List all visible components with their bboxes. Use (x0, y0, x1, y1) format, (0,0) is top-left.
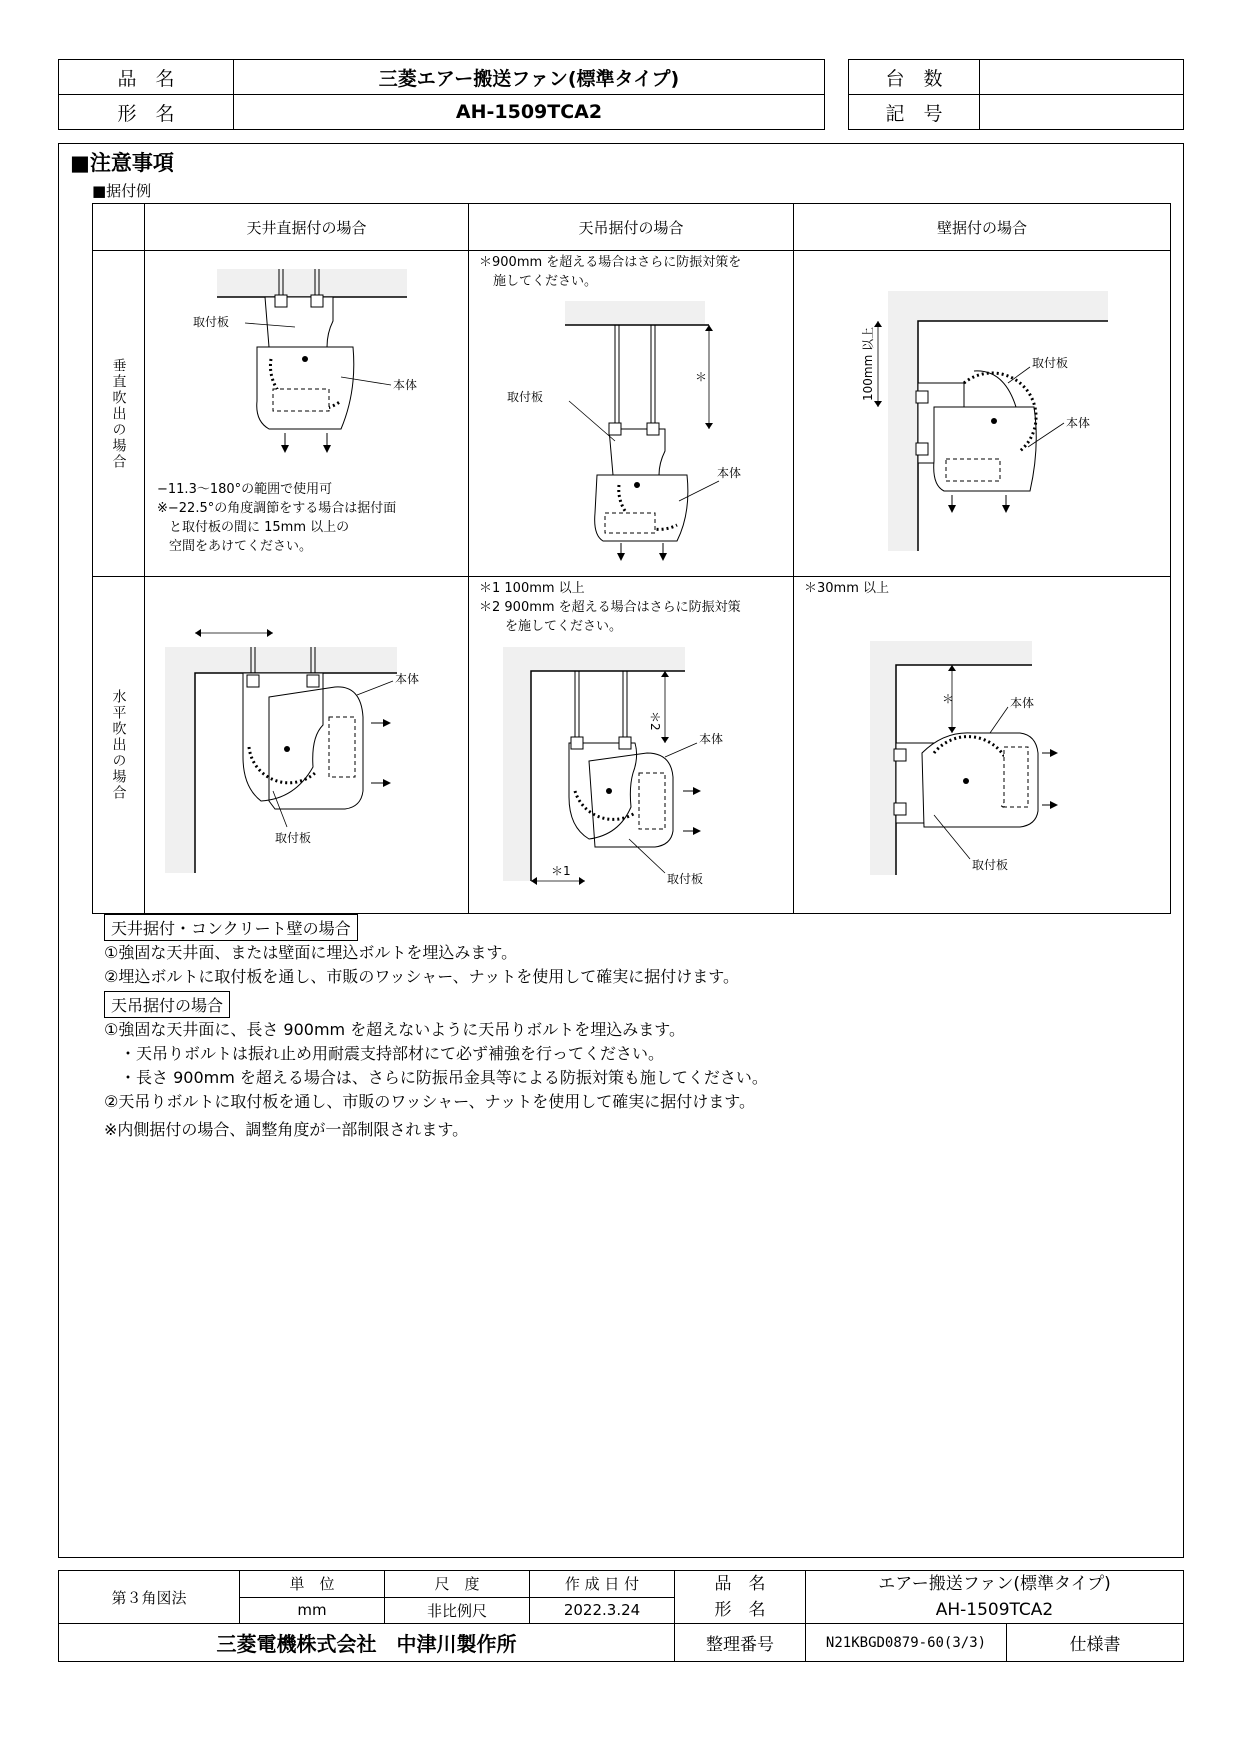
date-label: 作 成 日 付 (530, 1571, 675, 1598)
v-ceiling-note-3: と取付板の間に 15mm 以上の (169, 520, 350, 535)
footer-model-value: AH-1509TCA2 (935, 1600, 1054, 1620)
h-hang-note-3: を施してください。 (505, 619, 623, 634)
title-block (58, 59, 825, 130)
label-plate: 取付板 (193, 315, 230, 329)
horizontal-ceiling-diagram (145, 577, 468, 913)
label-body: 本体 (1066, 416, 1091, 430)
label-plate: 取付板 (972, 858, 1009, 872)
cell-vertical-wall (794, 251, 1171, 577)
cell-vertical-ceiling (145, 251, 469, 577)
h-hang-star2: ＊2 (648, 711, 662, 731)
horizontal-wall-diagram (794, 577, 1170, 913)
mark-label: 記 号 (849, 95, 980, 130)
scale-label: 尺 度 (385, 1571, 530, 1598)
product-model-values (806, 1571, 1184, 1624)
model-value: AH-1509TCA2 (234, 95, 825, 130)
v-ceiling-note-4: 空間をあけてください。 (169, 539, 313, 554)
label-body: 本体 (699, 732, 724, 746)
notes-title: ■注意事項 (70, 151, 174, 175)
product-name-label: 品 名 (59, 60, 234, 95)
scale-value: 非比例尺 (385, 1597, 530, 1624)
installation-table (92, 203, 1171, 914)
vertical-hang-diagram (469, 251, 793, 576)
cell-horizontal-hang (469, 577, 794, 914)
label-plate: 取付板 (275, 831, 312, 845)
v-hang-note-2: 施してください。 (493, 274, 598, 289)
label-body: 本体 (393, 378, 418, 392)
instruction-line-1: ①強固な天井面、または壁面に埋込ボルトを埋込みます。 (104, 943, 518, 962)
cell-vertical-hang (469, 251, 794, 577)
v-wall-dim: 100mm 以上 (861, 326, 875, 401)
quantity-label: 台 数 (849, 60, 980, 95)
notes-subtitle: ■据付例 (92, 182, 152, 200)
instruction-heading-hang: 天吊据付の場合 (104, 991, 230, 1018)
row-vertical-label: 垂直吹出の場合 (110, 357, 127, 470)
document-type: 仕様書 (1007, 1624, 1184, 1662)
col-wall: 壁据付の場合 (794, 204, 1171, 251)
col-ceiling-hang: 天吊据付の場合 (469, 204, 794, 251)
instruction-heading-concrete: 天井据付・コンクリート壁の場合 (104, 914, 358, 941)
cell-horizontal-wall (794, 577, 1171, 914)
row-horizontal-label: 水平吹出の場合 (110, 689, 127, 801)
h-hang-note-2: ＊2 900mm を超える場合はさらに防振対策 (479, 600, 741, 615)
model-label: 形 名 (59, 95, 234, 130)
date-value: 2022.3.24 (530, 1597, 675, 1624)
instructions (104, 914, 768, 1142)
unit-label: 単 位 (240, 1571, 385, 1598)
footer-product-value: エアー搬送ファン(標準タイプ) (878, 1574, 1111, 1594)
v-ceiling-note-1: −11.3〜180°の範囲で使用可 (157, 482, 333, 497)
label-body: 本体 (395, 672, 420, 686)
label-plate: 取付板 (1032, 356, 1069, 370)
footer-product-label: 品 名 (714, 1574, 766, 1594)
reference-number: N21KBGD0879-60(3/3) (806, 1624, 1007, 1662)
h-wall-note-1: ＊30mm 以上 (804, 581, 890, 596)
vertical-wall-diagram (794, 251, 1170, 576)
h-wall-star: ＊ (942, 692, 955, 706)
label-plate: 取付板 (507, 390, 544, 404)
label-plate: 取付板 (667, 872, 704, 886)
instruction-line-2: ②埋込ボルトに取付板を通し、市販のワッシャー、ナットを使用して確実に据付けます。 (104, 967, 739, 986)
reference-label: 整理番号 (675, 1624, 806, 1662)
quantity-block (848, 59, 1184, 130)
instruction-line-4: ・天吊りボルトは振れ止め用耐震支持部材にて必ず補強を行ってください。 (120, 1044, 665, 1063)
cell-horizontal-ceiling (145, 577, 469, 914)
v-hang-star: ＊ (695, 370, 708, 384)
company-name: 三菱電機株式会社 中津川製作所 (59, 1624, 675, 1662)
instruction-line-5: ・長さ 900mm を超える場合は、さらに防振吊金具等による防振対策も施してください。 (120, 1068, 768, 1087)
product-model-labels (675, 1571, 806, 1624)
product-name-value: 三菱エアー搬送ファン(標準タイプ) (234, 60, 825, 95)
col-ceiling-direct: 天井直据付の場合 (145, 204, 469, 251)
unit-value: mm (240, 1597, 385, 1624)
instruction-line-3: ①強固な天井面に、長さ 900mm を超えないように天吊りボルトを埋込みます。 (104, 1020, 685, 1039)
v-hang-note-1: ＊900mm を超える場合はさらに防振対策を (479, 255, 742, 270)
label-body: 本体 (1010, 696, 1035, 710)
instruction-line-7: ※内側据付の場合、調整角度が一部制限されます。 (104, 1120, 469, 1139)
h-hang-star1: ＊1 (551, 864, 571, 878)
mark-value (980, 95, 1184, 130)
label-body: 本体 (717, 466, 742, 480)
quantity-value (980, 60, 1184, 95)
footer-block (58, 1570, 1184, 1662)
footer-model-label: 形 名 (714, 1600, 766, 1620)
v-ceiling-note-2: ※−22.5°の角度調節をする場合は据付面 (157, 501, 397, 516)
instruction-line-6: ②天吊りボルトに取付板を通し、市販のワッシャー、ナットを使用して確実に据付けます。 (104, 1092, 755, 1111)
projection-method: 第３角図法 (59, 1571, 240, 1624)
h-hang-note-1: ＊1 100mm 以上 (479, 581, 585, 596)
